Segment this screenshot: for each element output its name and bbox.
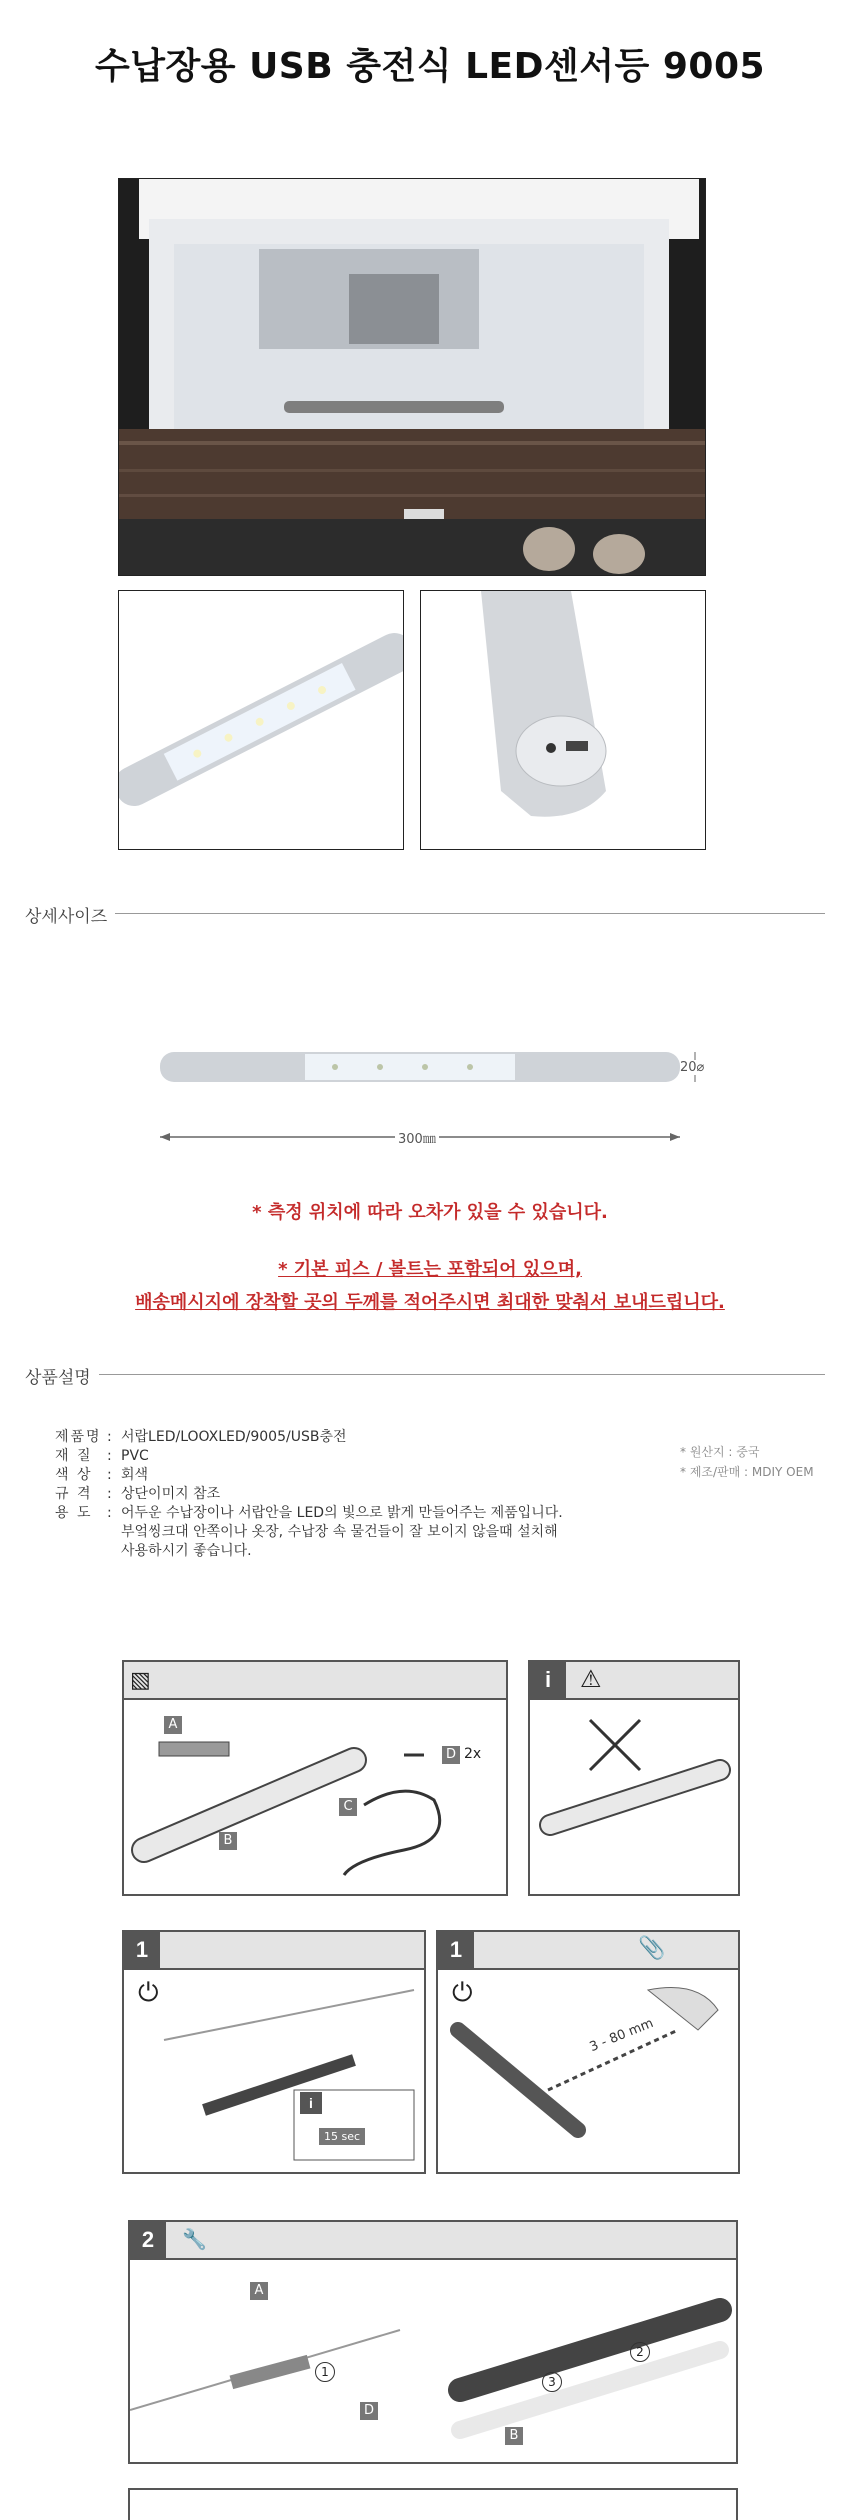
part-a-label: A bbox=[164, 1716, 182, 1734]
power-icon: ⏻ bbox=[452, 1978, 473, 2008]
step-1-badge: 1 bbox=[124, 1932, 160, 1968]
panel-header bbox=[124, 1932, 424, 1970]
range-label: 3 - 80 mm bbox=[587, 2015, 656, 2056]
origin-maker: * 제조/판매 : MDIY OEM bbox=[680, 1465, 814, 1479]
step-2-badge: 2 bbox=[130, 2222, 166, 2258]
spec-key: 규 격 bbox=[55, 1486, 93, 1502]
manual-step2-panel bbox=[128, 2220, 738, 2464]
section-title-size: 상세사이즈 bbox=[25, 907, 115, 927]
size-diagram bbox=[140, 1040, 720, 1160]
section-header-desc bbox=[25, 1363, 825, 1387]
no-water-illustration bbox=[530, 1700, 738, 1894]
hero-drawer-photo bbox=[118, 178, 706, 576]
drawer-illustration bbox=[119, 179, 705, 575]
led-strip-illustration bbox=[119, 591, 403, 849]
length-label: 300㎜ bbox=[395, 1128, 439, 1147]
circle-step-1: 1 bbox=[315, 2362, 335, 2382]
spec-row-extra bbox=[55, 1523, 563, 1542]
spec-value: 서랍LED/LOOXLED/9005/USB충전 bbox=[121, 1429, 347, 1445]
notice-screws-text: * 기본 피스 / 볼트는 포함되어 있으며, bbox=[278, 1259, 582, 1280]
spec-row: 규 격 : 상단이미지 참조 bbox=[55, 1486, 221, 1502]
detail-photo-usb-port bbox=[420, 590, 706, 850]
spec-extra-line: 부엌씽크대 안쪽이나 옷장, 수납장 속 물건들이 잘 보이지 않을때 설치해 bbox=[121, 1524, 558, 1540]
spec-key: 제품명 bbox=[55, 1429, 102, 1445]
sensor-range-illustration bbox=[438, 1970, 738, 2172]
warning-triangle-icon: ⚠ bbox=[580, 1665, 602, 1693]
usb-end-illustration bbox=[421, 591, 705, 849]
section-title-desc: 상품설명 bbox=[25, 1368, 99, 1388]
spec-value: 회색 bbox=[121, 1467, 149, 1483]
section-divider bbox=[25, 913, 825, 914]
manual-step1-panel-right bbox=[436, 1930, 740, 2174]
panel-header bbox=[438, 1932, 738, 1970]
detail-photo-leds bbox=[118, 590, 404, 850]
info-icon: i bbox=[530, 1662, 566, 1698]
box-icon: ▧ bbox=[130, 1668, 151, 1693]
spec-row: 제품명 : 서랍LED/LOOXLED/9005/USB충전 bbox=[55, 1429, 347, 1445]
timer-label: 15 sec bbox=[319, 2128, 365, 2145]
spec-key: 용 도 bbox=[55, 1505, 93, 1521]
circle-step-2: 2 bbox=[630, 2342, 650, 2362]
manual-parts-panel bbox=[122, 1660, 508, 1896]
part-b-label: B bbox=[219, 1832, 237, 1850]
part-a-label: A bbox=[250, 2282, 268, 2300]
circle-step-3: 3 bbox=[542, 2372, 562, 2392]
power-icon: ⏻ bbox=[138, 1978, 159, 2008]
spec-value: 상단이미지 참조 bbox=[121, 1486, 221, 1502]
spec-list bbox=[55, 1428, 563, 1561]
page-title: 수납장용 USB 충전식 LED센서등 9005 bbox=[94, 46, 766, 87]
panel-header bbox=[530, 1662, 738, 1700]
part-b-label: B bbox=[505, 2427, 523, 2445]
part-d-qty: 2x bbox=[464, 1746, 482, 1762]
paperclip-icon: 📎 bbox=[638, 1936, 666, 1961]
spec-value: 어두운 수납장이나 서랍안을 LED의 빛으로 밝게 만들어주는 제품입니다. bbox=[121, 1505, 563, 1521]
spec-row-extra bbox=[55, 1542, 563, 1561]
origin-info bbox=[680, 1442, 814, 1482]
panel-header bbox=[124, 1662, 506, 1700]
notice-thickness-text: 배송메시지에 장착할 곳의 두께를 적어주시면 최대한 맞춰서 보내드립니다. bbox=[135, 1292, 725, 1313]
diameter-label: 20⌀ bbox=[680, 1060, 705, 1075]
panel-header bbox=[130, 2222, 736, 2260]
origin-country: * 원산지 : 중국 bbox=[680, 1445, 760, 1459]
notice-thickness bbox=[0, 1288, 860, 1314]
spec-row: 용 도 : 어두운 수납장이나 서랍안을 LED의 빛으로 밝게 만들어주는 제품입니다. bbox=[55, 1505, 563, 1521]
screwdriver-icon: 🔧 bbox=[182, 2227, 207, 2251]
part-d-label: D bbox=[442, 1746, 460, 1764]
notice-screws bbox=[0, 1255, 860, 1281]
manual-warning-panel bbox=[528, 1660, 740, 1896]
spec-row: 재 질 : PVC bbox=[55, 1448, 149, 1464]
step-1-badge: 1 bbox=[438, 1932, 474, 1968]
part-d-label: D bbox=[360, 2402, 378, 2420]
spec-extra-line: 사용하시기 좋습니다. bbox=[121, 1543, 252, 1559]
section-header-size bbox=[25, 902, 825, 926]
manual-next-panel bbox=[128, 2488, 738, 2520]
spec-row: 색 상 : 회색 bbox=[55, 1467, 149, 1483]
spec-value: PVC bbox=[121, 1448, 149, 1464]
spec-key: 색 상 bbox=[55, 1467, 93, 1483]
part-c-label: C bbox=[339, 1798, 357, 1816]
section-divider bbox=[25, 1374, 825, 1375]
mounting-illustration bbox=[130, 2260, 736, 2462]
notice-measurement: * 측정 위치에 따라 오차가 있을 수 있습니다. bbox=[252, 1202, 608, 1223]
spec-key: 재 질 bbox=[55, 1448, 93, 1464]
info-icon: i bbox=[300, 2092, 322, 2114]
manual-step1-panel-left bbox=[122, 1930, 426, 2174]
drawer-install-illustration bbox=[124, 1970, 424, 2172]
